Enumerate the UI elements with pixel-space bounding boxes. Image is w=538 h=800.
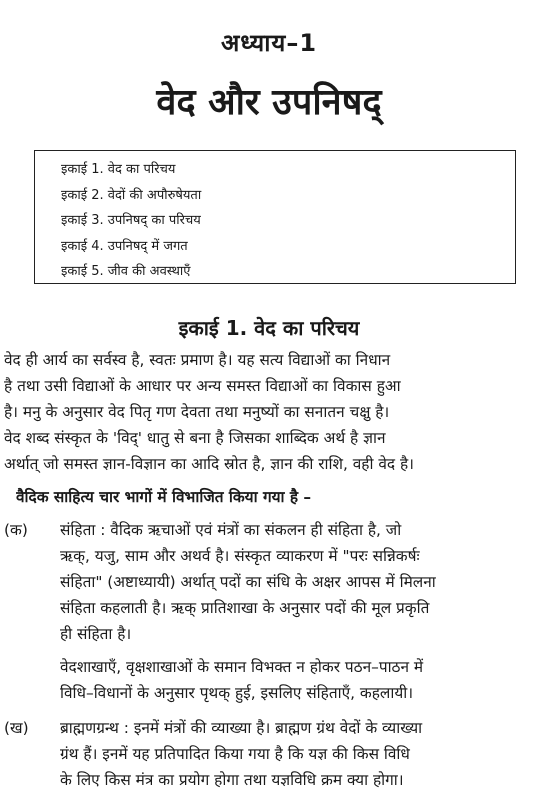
item-kha-line: ग्रंथ हैं। इनमें यह प्रतिपादित किया गया है कि यज्ञ की किस विधि [60, 745, 410, 763]
section-heading: इकाई 1. वेद का परिचय [178, 316, 360, 340]
item-ka-line: संहिता कहलाती है। ऋक् प्रातिशाखा के अनुसार पदों की मूल प्रकृति [60, 599, 430, 617]
toc-item: इकाई 3. उपनिषद् का परिचय [61, 213, 201, 228]
item-ka-line: संहिता" (अष्टाध्यायी) अर्थात् पदों का संधि के अक्षर आपस में मिलना [60, 573, 436, 591]
paragraph-line: वेद शब्द संस्कृत के 'विद्' धातु से बना है जिसका शाब्दिक अर्थ है ज्ञान [4, 429, 386, 447]
item-ka-para2-line: विधि–विधानों के अनुसार पृथक् हुई, इसलिए संहिताएँ, कहलायी। [60, 684, 414, 702]
toc-item: इकाई 4. उपनिषद् में जगत [61, 238, 188, 254]
paragraph-line: वेद ही आर्य का सर्वस्व है, स्वतः प्रमाण है। यह सत्य विद्याओं का निधान [4, 351, 391, 369]
item-ka-line: संहिता : वैदिक ऋचाओं एवं मंत्रों का संकलन ही संहिता है, जो [60, 521, 402, 539]
paragraph-line: अर्थात् जो समस्त ज्ञान-विज्ञान का आदि स्रोत है, ज्ञान की राशि, वही वेद है। [4, 455, 414, 473]
list-marker-kha: (ख) [4, 719, 29, 737]
chapter-label: अध्याय–1 [220, 29, 318, 57]
item-kha-line: के लिए किस मंत्र का प्रयोग होगा तथा यज्ञविधि क्रम क्या होगा। [60, 771, 404, 789]
toc-item: इकाई 1. वेद का परिचय [61, 162, 176, 177]
toc-item: इकाई 5. जीव की अवस्थाएँ [61, 264, 191, 279]
paragraph-line: है। मनु के अनुसार वेद पितृ गण देवता तथा मनुष्यों का सनातन चक्षु है। [4, 403, 390, 421]
item-ka-para2-line: वेदशाखाएँ, वृक्षशाखाओं के समान विभक्त न होकर पठन–पाठन में [60, 658, 424, 676]
classification-heading: वैदिक साहित्य चार भागों में विभाजित किया गया है – [16, 488, 312, 506]
item-ka-line: ही संहिता है। [60, 625, 132, 643]
list-marker-ka: (क) [4, 521, 28, 539]
toc-item: इकाई 2. वेदों की अपौरुषेयता [61, 187, 202, 203]
item-kha-line: ब्राह्मणग्रन्थ : इनमें मंत्रों की व्याख्या है। ब्राह्मण ग्रंथ वेदों के व्याख्या [60, 719, 423, 737]
item-ka-line: ऋक्, यजु, साम और अथर्व है। संस्कृत व्याकरण में "परः सन्निकर्षः [60, 547, 420, 565]
table-of-contents [34, 150, 516, 284]
chapter-title: वेद और उपनिषद् [156, 82, 382, 123]
paragraph-line: है तथा उसी विद्याओं के आधार पर अन्य समस्त विद्याओं का विकास हुआ [4, 377, 401, 395]
